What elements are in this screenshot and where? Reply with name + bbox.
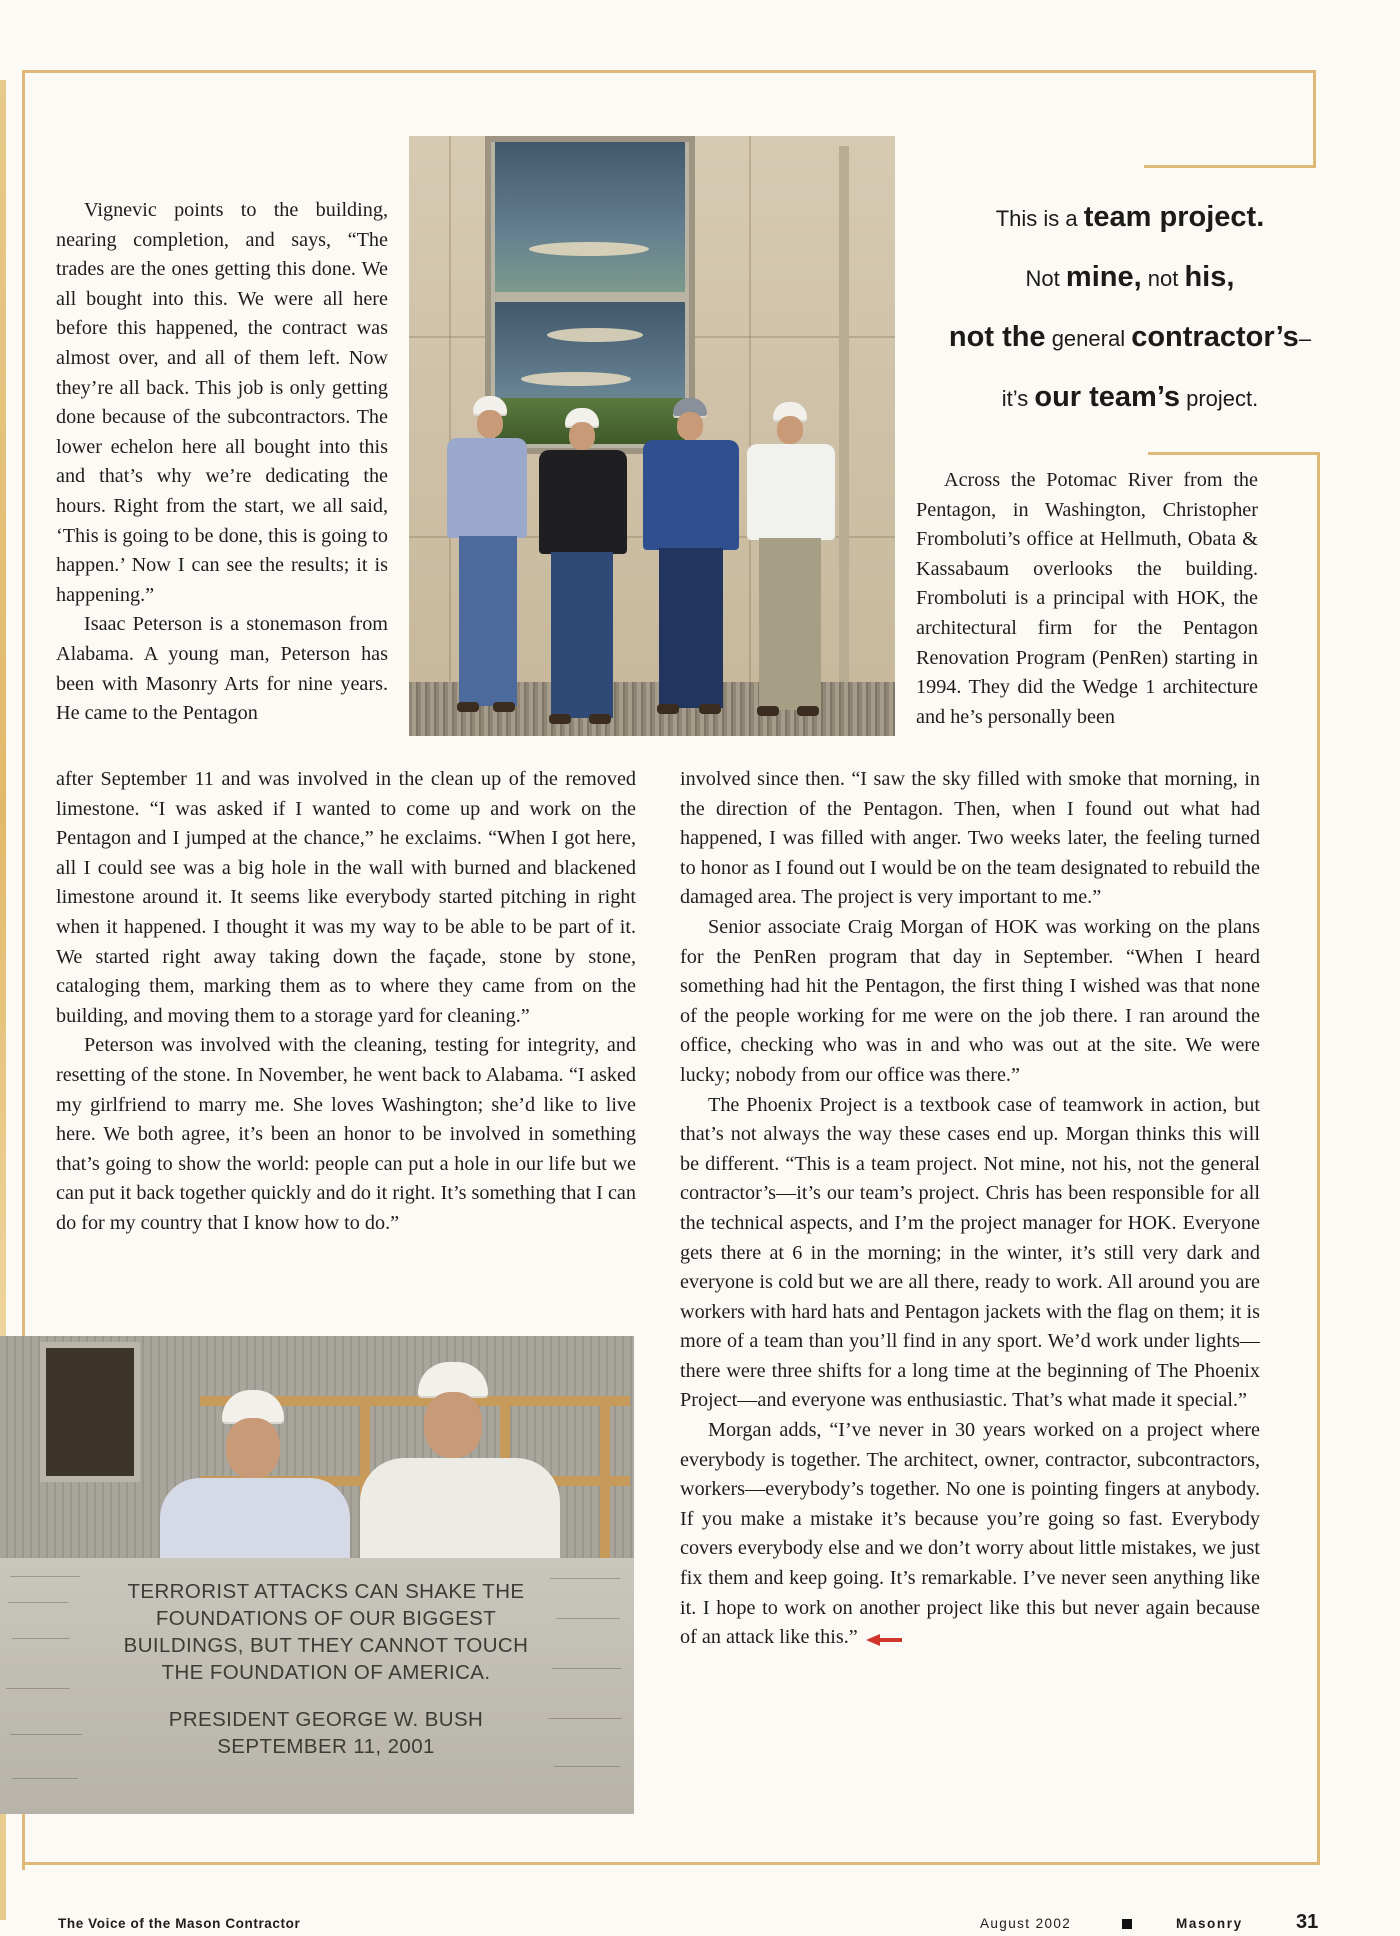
pull-quote-line-3: not the general contractor’s–	[948, 321, 1312, 353]
pull-quote	[920, 200, 1340, 440]
pull-quote-line-1: This is a team project.	[995, 201, 1265, 233]
paragraph: involved since then. “I saw the sky filled with smoke that morning, in the direction of the Pentagon. Then, when I found out what had happened, I was filled with anger. Two weeks later, the feeling turned to honor as I found out I would be on the team designated to rebuild the damaged area. The project is very important to me.”	[680, 768, 1260, 909]
page-number: 31	[1296, 1911, 1319, 1933]
top-right-bracket-horizontal	[1144, 165, 1316, 168]
memorial-inscription: TERRORIST ATTACKS CAN SHAKE THE FOUNDATIONS OF OUR BIGGEST BUILDINGS, BUT THEY CANNOT TOUCH THE FOUNDATION OF AMERICA. PRESIDENT GEORGE W. BUSH SEPTEMBER 11, 2001	[123, 1580, 529, 1758]
workers-photo	[409, 136, 895, 736]
footer-magazine-name: Masonry	[1176, 1916, 1243, 1931]
end-of-article-arrow-icon	[866, 1634, 904, 1644]
right-column-lower	[680, 765, 1260, 1653]
left-column-upper	[56, 196, 388, 729]
paragraph: after September 11 and was involved in the clean up of the removed limestone. “I was asked if I wanted to come up and work on the Pentagon and I jumped at the chance,” he exclaims. “When I got here, all I could see was a big hole in the wall with burned and blackened limestone around it. It seems like everybody started pitching in right when it happened. I thought it was my way to be able to be part of it. We started right away taking down the façade, stone by stone, cataloging them, marking them as to where they came from on the building, and moving them to a storage yard for cleaning.”	[56, 768, 636, 1027]
pull-quote-line-4: it’s our team’s project.	[1001, 381, 1259, 413]
pullquote-bracket-horizontal	[1148, 452, 1320, 455]
top-rule	[24, 70, 1316, 73]
window	[485, 136, 695, 454]
right-column-upper	[916, 466, 1258, 732]
paragraph: Senior associate Craig Morgan of HOK was working on the plans for the PenRen program that day in September. “When I heard something had hit the Pentagon, the first thing I wished was that none of the people working for me were on the job there. I ran around the office, checking who was in and who was out at the site. We were lucky; nobody from our office was there.”	[680, 915, 1260, 1086]
footer-tagline: The Voice of the Mason Contractor	[58, 1916, 301, 1931]
paragraph: Across the Potomac River from the Pentagon, in Washington, Christopher Fromboluti’s office at Hellmuth, Obata & Kassabaum overlooks the building. Fromboluti is a principal with HOK, the architectural firm for the Pentagon Renovation Program (PenRen) starting in 1994. They did the Wedge 1 architecture and he’s personally been	[916, 469, 1258, 728]
paragraph: Vignevic points to the building, nearing completion, and says, “The trades are the ones getting this done. We all bought into this. We were all here before this happened, the contract was almost over, and all of them left. Now they’re all back. This job is only getting done because of the subcontractors. The lower echelon here all bought into this and that’s why we’re dedicating the hours. Right from the start, we all said, ‘This is going to be done, this is going to happen.’ Now I can see the results; it is happening.”	[56, 199, 388, 606]
paragraph: Peterson was involved with the cleaning, testing for integrity, and resetting of the stone. In November, he went back to Alabama. “I asked my girlfriend to marry me. She loves Washington; she’d like to live here. We both agree, it’s been an honor to be involved in something that’s going to show the world: people can put a hole in our life but we can put it back together quickly and do it right. It’s something that I can do for my country that I know how to do.”	[56, 1034, 636, 1234]
left-column-lower	[56, 765, 636, 1239]
bottom-rule	[24, 1862, 1320, 1865]
paragraph: Isaac Peterson is a stonemason from Alabama. A young man, Peterson has been with Masonry Arts for nine years. He came to the Pentagon	[56, 613, 388, 725]
pull-quote-line-2: Not mine, not his,	[1025, 261, 1235, 293]
memorial-stone-photo	[0, 1336, 634, 1814]
paragraph-final: Morgan adds, “I’ve never in 30 years worked on a project where everybody is together. The architect, owner, contractor, subcontractors, workers—everybody’s together. No one is pointing fingers at anybody. If you make a mistake it’s because you’re going so fast. Everybody covers everybody else and we don’t worry about little mistakes, we just fix them and keep going. It’s remarkable. I’ve never seen anything like it. I hope to work on another project like this but never again because of an attack like this.”	[680, 1419, 1260, 1649]
pullquote-bracket-vertical	[1317, 452, 1320, 1864]
paragraph: The Phoenix Project is a textbook case of teamwork in action, but that’s not always the way these cases end up. Morgan thinks this will be different. “This is a team project. Not mine, not his, not the general contractor’s—it’s our team’s project. Chris has been responsible for all the technical aspects, and I’m the project manager for HOK. Everyone gets there at 6 in the morning; in the winter, it’s still very dark and everyone is cold but we are all there, ready to work. All around you are workers with hard hats and Pentagon jackets with the flag on them; it is more of a team than you’ll find in any sport. We’d work under lights—there were three shifts for a long time at the beginning of The Phoenix Project—and everyone was enthusiastic. That’s what made it special.”	[680, 1093, 1260, 1412]
footer-square-bullet-icon	[1122, 1919, 1132, 1929]
top-right-bracket-vertical	[1313, 70, 1316, 168]
footer-date: August 2002	[980, 1916, 1072, 1931]
